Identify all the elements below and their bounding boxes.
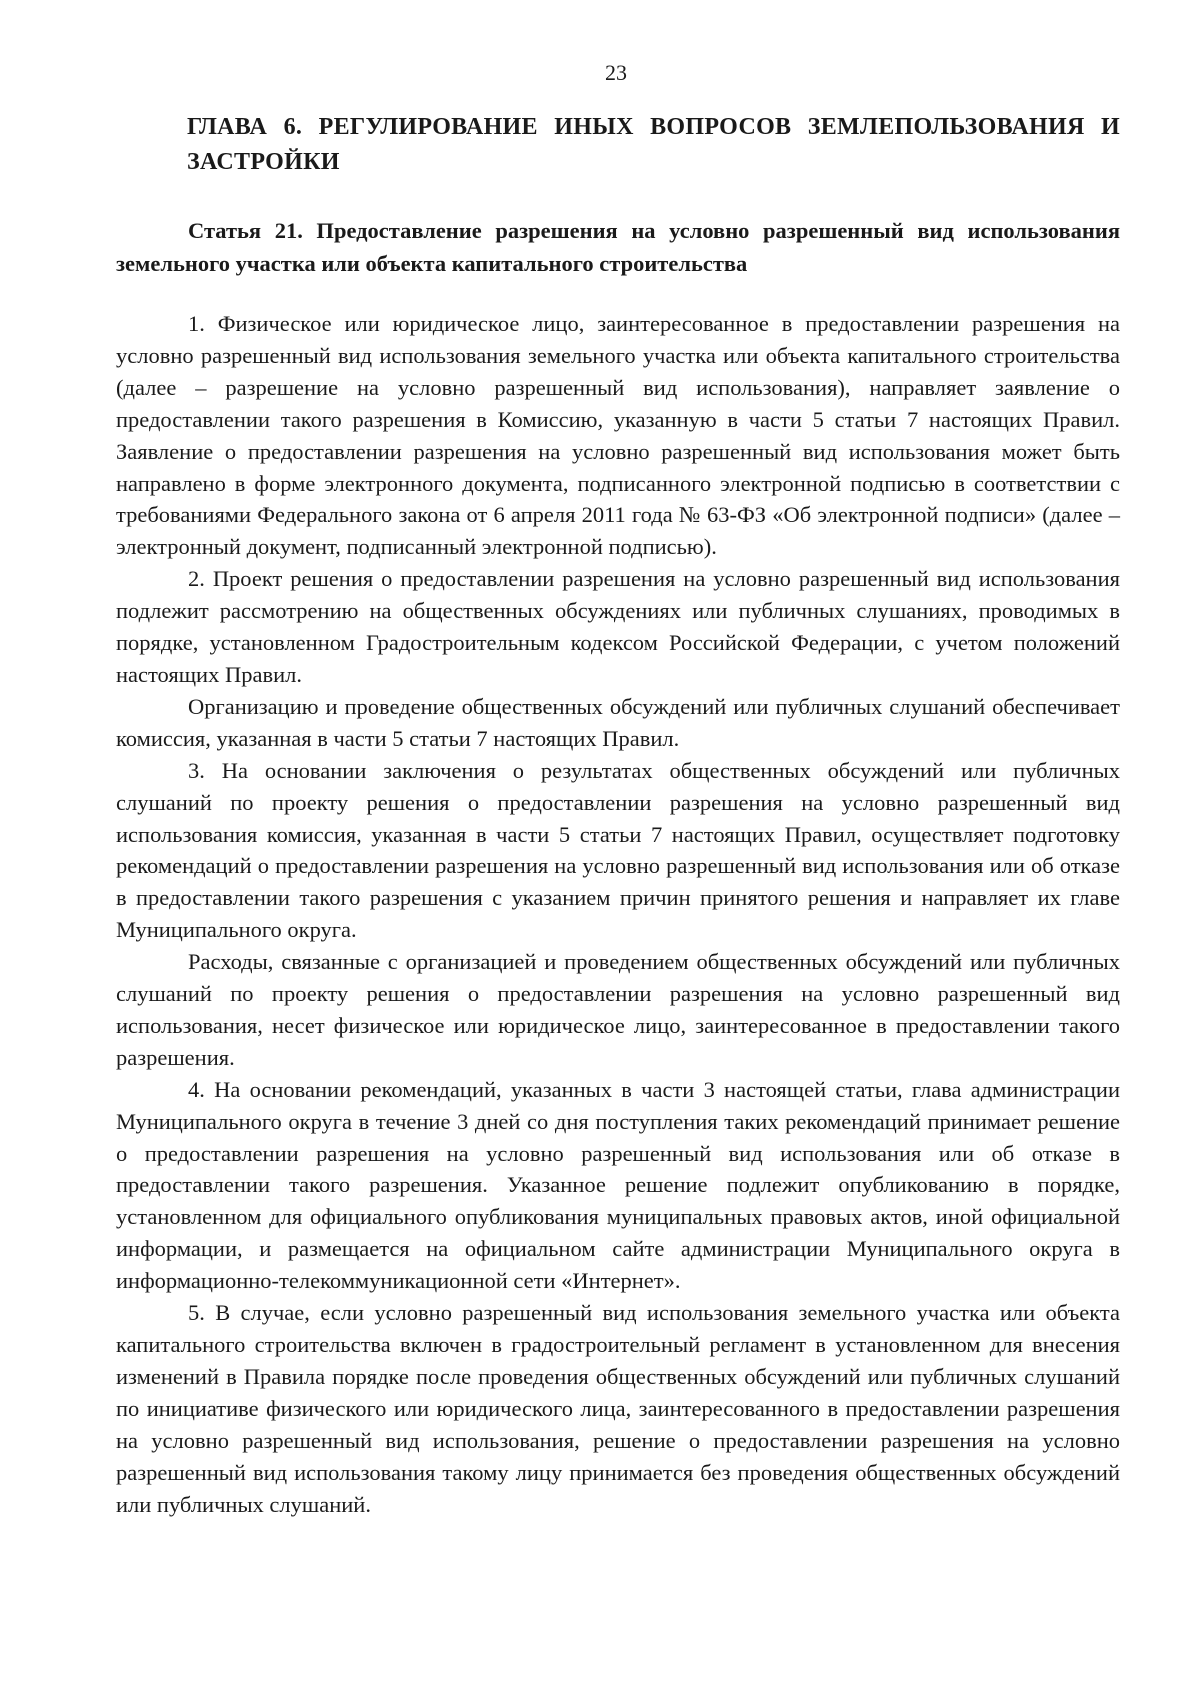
article-body (116, 308, 1120, 1520)
paragraph-2-continuation: Организацию и проведение общественных обсуждений или публичных слушаний обеспечивает комиссия, указанная в части 5 статьи 7 настоящих Правил. (116, 693, 1120, 751)
paragraph-3-continuation: Расходы, связанные с организацией и проведением общественных обсуждений или публичных слушаний по проекту решения о предоставлении разрешения на условно разрешенный вид использования, несет физическое или юридическое лицо, заинтересованное в предоставлении такого разрешения. (116, 949, 1120, 1070)
page-content (116, 110, 1120, 1520)
paragraph-2: 2. Проект решения о предоставлении разрешения на условно разрешенный вид использования подлежит рассмотрению на общественных обсуждениях или публичных слушаниях, проводимых в порядке, установленном Градостроительным кодексом Российской Федерации, с учетом положений настоящих Правил. (116, 566, 1120, 687)
page-number: 23 (605, 60, 627, 85)
chapter-title: ГЛАВА 6. РЕГУЛИРОВАНИЕ ИНЫХ ВОПРОСОВ ЗЕМЛЕПОЛЬЗОВАНИЯ И ЗАСТРОЙКИ (187, 114, 1120, 175)
paragraph-4: 4. На основании рекомендаций, указанных в части 3 настоящей статьи, глава администрации Муниципального округа в течение 3 дней со дня поступления таких рекомендаций принимает решение о предоставлении разрешения на условно разрешенный вид использования или об отказе в предоставлении такого разрешения. Указанное решение подлежит опубликованию в порядке, установленном для официального опубликования муниципальных правовых актов, иной официальной информации, и размещается на официальном сайте администрации Муниципального округа в информационно-телекоммуникационной сети «Интернет». (116, 1076, 1120, 1294)
paragraph-3: 3. На основании заключения о результатах общественных обсуждений или публичных слушаний по проекту решения о предоставлении разрешения на условно разрешенный вид использования комиссия, указанная в части 5 статьи 7 настоящих Правил, осуществляет подготовку рекомендаций о предоставлении разрешения на условно разрешенный вид использования или об отказе в предоставлении такого разрешения с указанием причин принятого решения и направляет их главе Муниципального округа. (116, 757, 1120, 943)
paragraph-1: 1. Физическое или юридическое лицо, заинтересованное в предоставлении разрешения на условно разрешенный вид использования земельного участка или объекта капитального строительства (далее – разрешение на условно разрешенный вид использования), направляет заявление о предоставлении такого разрешения в Комиссию, указанную в части 5 статьи 7 настоящих Правил. Заявление о предоставлении разрешения на условно разрешенный вид использования может быть направлено в форме электронного документа, подписанного электронной подписью в соответствии с требованиями Федерального закона от 6 апреля 2011 года № 63-ФЗ «Об электронной подписи» (далее – электронный документ, подписанный электронной подписью). (116, 311, 1120, 560)
article-title: Статья 21. Предоставление разрешения на условно разрешенный вид использования земельного участка или объекта капитального строительства (116, 218, 1120, 276)
paragraph-5: 5. В случае, если условно разрешенный вид использования земельного участка или объекта капитального строительства включен в градостроительный регламент в установленном для внесения изменений в Правила порядке после проведения общественных обсуждений или публичных слушаний по инициативе физического или юридического лица, заинтересованного в предоставлении разрешения на условно разрешенный вид использования, решение о предоставлении разрешения на условно разрешенный вид использования такому лицу принимается без проведения общественных обсуждений или публичных слушаний. (116, 1300, 1120, 1517)
